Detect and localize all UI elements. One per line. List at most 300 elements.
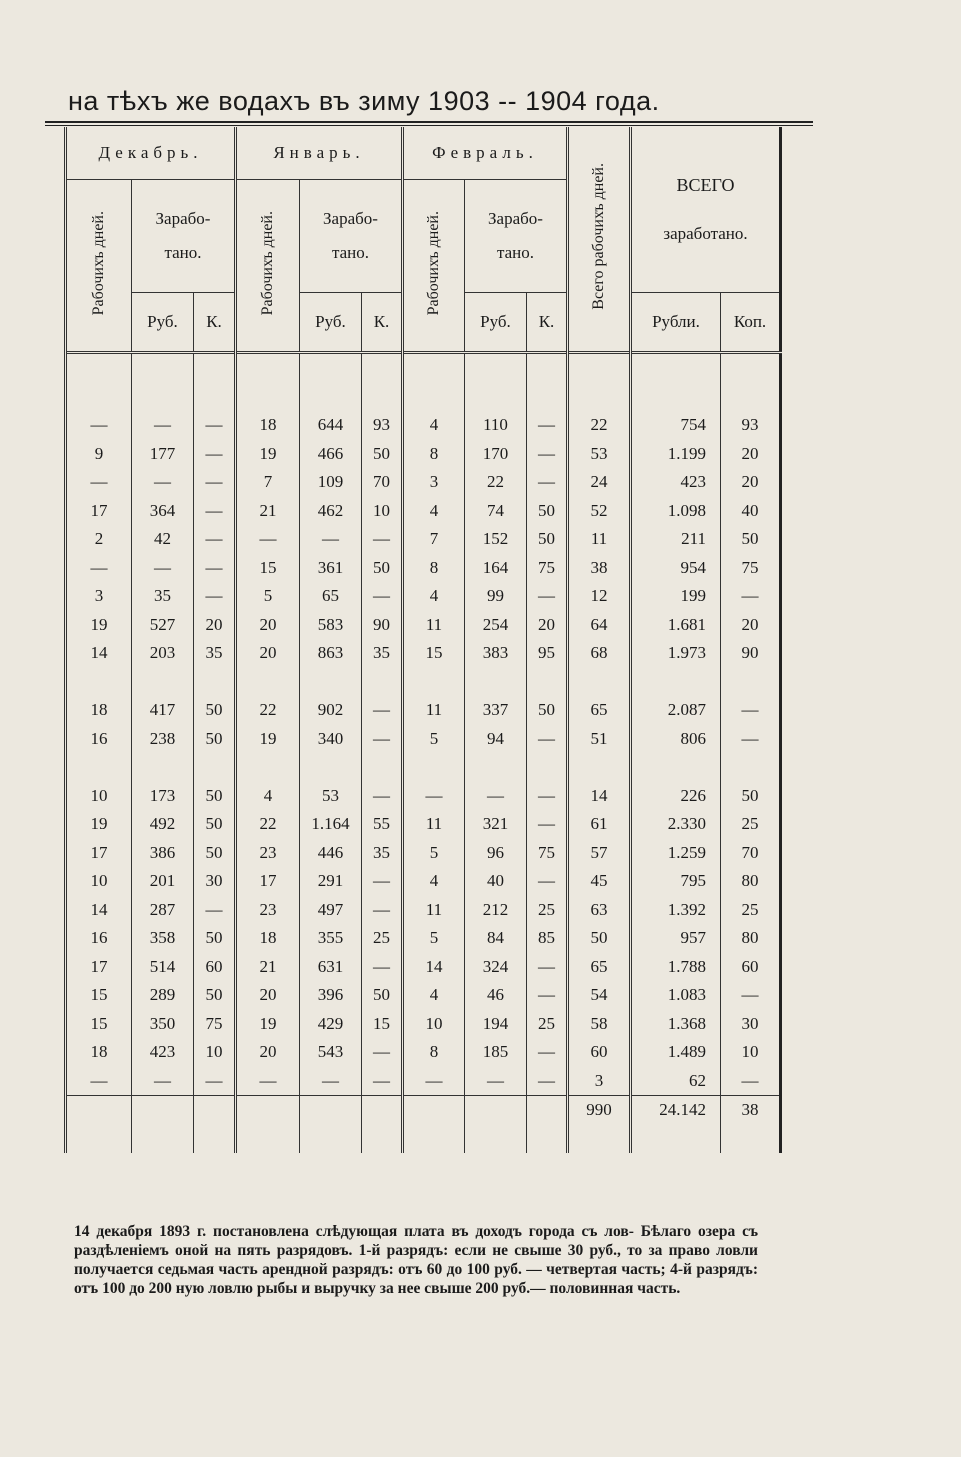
table-cell: 40	[465, 867, 527, 896]
table-cell: 1.973	[631, 639, 721, 668]
table-cell: 22	[236, 810, 300, 839]
table-cell: —	[362, 582, 403, 611]
table-cell: 201	[132, 867, 194, 896]
table-cell: 152	[465, 525, 527, 554]
table-row	[66, 896, 781, 925]
table-cell: 1.368	[631, 1010, 721, 1039]
table-cell: —	[721, 725, 781, 754]
table-row	[66, 639, 781, 668]
table-cell: 68	[568, 639, 631, 668]
table-cell: 64	[568, 611, 631, 640]
table-cell: —	[194, 411, 236, 440]
table-cell: —	[362, 782, 403, 811]
table-cell: 60	[721, 953, 781, 982]
table-cell: 35	[194, 639, 236, 668]
table-cell: 863	[300, 639, 362, 668]
table-cell: 5	[403, 839, 465, 868]
table-cell: —	[465, 782, 527, 811]
header-total-title: ВСЕГО	[676, 175, 735, 195]
table-cell: 17	[66, 839, 132, 868]
table-cell: 396	[300, 981, 362, 1010]
table-cell: 355	[300, 924, 362, 953]
table-row	[66, 867, 781, 896]
table-cell: 21	[236, 497, 300, 526]
table-cell: 1.788	[631, 953, 721, 982]
header-dec-rub: Руб.	[132, 293, 194, 353]
header-jan-kop: К.	[362, 293, 403, 353]
table-cell: 80	[721, 924, 781, 953]
table-cell: 35	[132, 582, 194, 611]
table-cell: 65	[300, 582, 362, 611]
table-cell: 50	[194, 981, 236, 1010]
table-cell: 17	[66, 497, 132, 526]
table-cell: —	[194, 525, 236, 554]
table-cell: 199	[631, 582, 721, 611]
table-row	[66, 411, 781, 440]
table-cell: 10	[194, 1038, 236, 1067]
table-cell: 350	[132, 1010, 194, 1039]
header-jan-rub: Руб.	[300, 293, 362, 353]
table-cell: 50	[194, 696, 236, 725]
header-total	[631, 127, 781, 293]
table-row	[66, 810, 781, 839]
table-cell: 20	[721, 611, 781, 640]
table-row	[66, 582, 781, 611]
table-cell: 957	[631, 924, 721, 953]
top-rule-thin	[45, 125, 813, 126]
table-cell: 11	[403, 810, 465, 839]
table-cell: 50	[362, 554, 403, 583]
table-cell: 50	[527, 497, 568, 526]
table-cell: 287	[132, 896, 194, 925]
table-cell: 754	[631, 411, 721, 440]
table-cell: 61	[568, 810, 631, 839]
top-rule	[45, 121, 813, 123]
table-cell: 1.489	[631, 1038, 721, 1067]
table-cell: —	[362, 525, 403, 554]
table-cell: 10	[66, 867, 132, 896]
table-cell: 902	[300, 696, 362, 725]
table-cell: 20	[721, 468, 781, 497]
table-row	[66, 1010, 781, 1039]
table-cell: 1.392	[631, 896, 721, 925]
table-cell: 54	[568, 981, 631, 1010]
table-row	[66, 725, 781, 754]
header-total-sub: заработано.	[663, 224, 748, 243]
table-cell: —	[527, 1067, 568, 1096]
spacer-row	[66, 383, 781, 412]
header-feb-earned: Зарабо- тано.	[465, 180, 568, 293]
table-cell: 14	[568, 782, 631, 811]
table-cell: —	[721, 1067, 781, 1096]
table-row	[66, 839, 781, 868]
table-cell: 18	[66, 696, 132, 725]
table-cell: 53	[300, 782, 362, 811]
table-cell: 20	[236, 1038, 300, 1067]
table-cell: 4	[403, 867, 465, 896]
table-cell: —	[300, 525, 362, 554]
table-cell: 109	[300, 468, 362, 497]
table-cell: 10	[362, 497, 403, 526]
table-cell: 30	[721, 1010, 781, 1039]
table-cell: 50	[194, 782, 236, 811]
table-cell: 429	[300, 1010, 362, 1039]
table-cell: —	[721, 696, 781, 725]
table-row	[66, 611, 781, 640]
table-cell: 211	[631, 525, 721, 554]
table-cell: —	[527, 582, 568, 611]
table-cell: 527	[132, 611, 194, 640]
table-cell: 14	[66, 896, 132, 925]
table-cell: 20	[194, 611, 236, 640]
table-cell: —	[194, 440, 236, 469]
header-february: Февраль.	[403, 127, 568, 180]
table-cell: 5	[236, 582, 300, 611]
table-cell: 16	[66, 725, 132, 754]
table-cell: 25	[527, 896, 568, 925]
table-cell: 75	[527, 839, 568, 868]
table-cell: 20	[236, 981, 300, 1010]
table-cell: 3	[568, 1067, 631, 1096]
gap-row	[66, 753, 781, 782]
table-cell: 173	[132, 782, 194, 811]
table-cell: 795	[631, 867, 721, 896]
table-cell: 4	[403, 981, 465, 1010]
table-cell: 497	[300, 896, 362, 925]
table-cell: 12	[568, 582, 631, 611]
table-cell: —	[362, 896, 403, 925]
table-cell: 11	[403, 896, 465, 925]
table-cell: 19	[236, 440, 300, 469]
table-cell: 3	[403, 468, 465, 497]
table-cell: 46	[465, 981, 527, 1010]
total-cell: 990	[568, 1096, 631, 1125]
table-cell: —	[300, 1067, 362, 1096]
table-cell: 20	[236, 611, 300, 640]
page-title: на тѣхъ же водахъ въ зиму 1903 -- 1904 года.	[68, 86, 660, 116]
table-cell: 8	[403, 440, 465, 469]
table-cell: 543	[300, 1038, 362, 1067]
table-cell: 254	[465, 611, 527, 640]
table-cell: 50	[568, 924, 631, 953]
header-total-rub: Рубли.	[631, 293, 721, 353]
table-cell: 1.164	[300, 810, 362, 839]
table-cell: 2	[66, 525, 132, 554]
table-cell: 24	[568, 468, 631, 497]
table-cell: 446	[300, 839, 362, 868]
table-cell: 358	[132, 924, 194, 953]
table-cell: 50	[194, 725, 236, 754]
table-cell: 25	[362, 924, 403, 953]
table-cell: 1.199	[631, 440, 721, 469]
table-row	[66, 981, 781, 1010]
header-dec-kop: К.	[194, 293, 236, 353]
table-cell: 23	[236, 896, 300, 925]
table-cell: 62	[631, 1067, 721, 1096]
table-cell: 55	[362, 810, 403, 839]
table-cell: 194	[465, 1010, 527, 1039]
table-cell: 2.087	[631, 696, 721, 725]
table-cell: 164	[465, 554, 527, 583]
table-cell: —	[403, 1067, 465, 1096]
table-cell: 110	[465, 411, 527, 440]
header-december: Декабрь.	[66, 127, 236, 180]
table-cell: 583	[300, 611, 362, 640]
table-cell: 19	[236, 725, 300, 754]
table-cell: 50	[527, 525, 568, 554]
table-cell: 340	[300, 725, 362, 754]
table-cell: 35	[362, 639, 403, 668]
header-feb-kop: К.	[527, 293, 568, 353]
table-cell: 21	[236, 953, 300, 982]
table-cell: 95	[527, 639, 568, 668]
table-cell: 466	[300, 440, 362, 469]
table-cell: 226	[631, 782, 721, 811]
table-cell: 238	[132, 725, 194, 754]
table-cell: 65	[568, 953, 631, 982]
table-cell: 30	[194, 867, 236, 896]
table-cell: —	[721, 582, 781, 611]
table-cell: 492	[132, 810, 194, 839]
header-jan-days: Рабочихъ дней.	[236, 180, 300, 353]
table-cell: —	[66, 1067, 132, 1096]
header-total-kop: Коп.	[721, 293, 781, 353]
table-cell: 291	[300, 867, 362, 896]
table-cell: 18	[236, 411, 300, 440]
table-cell: 7	[236, 468, 300, 497]
table-cell: —	[403, 782, 465, 811]
table-cell: —	[66, 554, 132, 583]
table-cell: 337	[465, 696, 527, 725]
table-cell: 10	[66, 782, 132, 811]
table-cell: 2.330	[631, 810, 721, 839]
table-cell: 806	[631, 725, 721, 754]
table-cell: —	[527, 725, 568, 754]
table-cell: 50	[527, 696, 568, 725]
table-cell: 35	[362, 839, 403, 868]
table-cell: —	[362, 953, 403, 982]
table-cell: 14	[403, 953, 465, 982]
table-cell: 42	[132, 525, 194, 554]
table-row	[66, 953, 781, 982]
table-cell: 60	[568, 1038, 631, 1067]
table-cell: 63	[568, 896, 631, 925]
table-cell: 40	[721, 497, 781, 526]
table-cell: 50	[194, 924, 236, 953]
table-cell: 57	[568, 839, 631, 868]
table-cell: 38	[568, 554, 631, 583]
table-cell: —	[527, 981, 568, 1010]
table-cell: 45	[568, 867, 631, 896]
table-cell: 70	[362, 468, 403, 497]
table-cell: 289	[132, 981, 194, 1010]
table-row	[66, 525, 781, 554]
total-cell: 24.142	[631, 1096, 721, 1125]
table-cell: 7	[403, 525, 465, 554]
table-cell: 50	[721, 525, 781, 554]
header-feb-days: Рабочихъ дней.	[403, 180, 465, 353]
table-cell: 1.098	[631, 497, 721, 526]
table-cell: 15	[66, 1010, 132, 1039]
table-cell: 364	[132, 497, 194, 526]
table-cell: —	[132, 411, 194, 440]
table-cell: 11	[403, 611, 465, 640]
table-cell: 4	[403, 582, 465, 611]
table-cell: 423	[631, 468, 721, 497]
table-cell: 631	[300, 953, 362, 982]
table-cell: —	[66, 411, 132, 440]
table-cell: 15	[236, 554, 300, 583]
table-cell: —	[527, 411, 568, 440]
table-cell: 50	[194, 839, 236, 868]
table-row	[66, 440, 781, 469]
header-dec-earned: Зарабо- тано.	[132, 180, 236, 293]
header-feb-rub: Руб.	[465, 293, 527, 353]
table-cell: —	[194, 468, 236, 497]
table-cell: 4	[403, 411, 465, 440]
table-cell: 90	[721, 639, 781, 668]
table-cell: 4	[403, 497, 465, 526]
table-cell: —	[132, 554, 194, 583]
header-total-days: Всего рабочихъ дней.	[568, 127, 631, 353]
table-cell: 4	[236, 782, 300, 811]
table-cell: —	[527, 440, 568, 469]
table-cell: 96	[465, 839, 527, 868]
table-cell: —	[527, 953, 568, 982]
table-cell: 383	[465, 639, 527, 668]
table-cell: 17	[236, 867, 300, 896]
table-cell: 51	[568, 725, 631, 754]
table-cell: 50	[721, 782, 781, 811]
table-row	[66, 782, 781, 811]
totals-row	[66, 1096, 781, 1125]
table-cell: 177	[132, 440, 194, 469]
table-cell: 58	[568, 1010, 631, 1039]
table-cell: 5	[403, 924, 465, 953]
table-row	[66, 1067, 781, 1096]
table-cell: 1.259	[631, 839, 721, 868]
table-cell: 1.083	[631, 981, 721, 1010]
table-cell: —	[194, 497, 236, 526]
table-cell: 17	[66, 953, 132, 982]
table-cell: —	[132, 468, 194, 497]
table-cell: 321	[465, 810, 527, 839]
header-january: Январь.	[236, 127, 403, 180]
footnote: 14 декабря 1893 г. постановлена слѣдующая плата въ доходъ города съ лов- Бѣлаго озера съ раздѣленіемъ оной на пять разрядовъ. 1-й разрядъ: если не свыше 30 руб., то за право ловли получается седьмая часть арендной разрядъ: отъ 60 до 100 руб. — четвертая часть; 4-й разрядъ: отъ 100 до 200 ную ловлю рыбы и выручку за нее свыше 200 руб.— половинная часть.	[74, 1223, 758, 1297]
tail-row	[66, 1125, 781, 1154]
table-cell: 75	[721, 554, 781, 583]
table-cell: 75	[194, 1010, 236, 1039]
table-cell: 11	[403, 696, 465, 725]
table-cell: 15	[66, 981, 132, 1010]
table-cell: 20	[527, 611, 568, 640]
table-cell: 11	[568, 525, 631, 554]
table-cell: —	[236, 1067, 300, 1096]
earnings-table	[64, 127, 782, 1153]
table-cell: 203	[132, 639, 194, 668]
table-cell: 99	[465, 582, 527, 611]
table-cell: 50	[194, 810, 236, 839]
table-cell: 90	[362, 611, 403, 640]
table-cell: 20	[236, 639, 300, 668]
table-cell: 22	[465, 468, 527, 497]
table-cell: 10	[403, 1010, 465, 1039]
table-cell: 52	[568, 497, 631, 526]
table-cell: 10	[721, 1038, 781, 1067]
table-cell: 19	[236, 1010, 300, 1039]
header-jan-earned: Зарабо- тано.	[300, 180, 403, 293]
table-cell: 50	[362, 440, 403, 469]
table-cell: 462	[300, 497, 362, 526]
table-cell: 74	[465, 497, 527, 526]
table-cell: —	[527, 867, 568, 896]
table-cell: 18	[66, 1038, 132, 1067]
table-cell: 185	[465, 1038, 527, 1067]
table-cell: 60	[194, 953, 236, 982]
header-separator	[66, 353, 781, 383]
table-cell: 80	[721, 867, 781, 896]
table-cell: 94	[465, 725, 527, 754]
table-cell: 324	[465, 953, 527, 982]
table-cell: —	[194, 896, 236, 925]
table-cell: 3	[66, 582, 132, 611]
table-row	[66, 924, 781, 953]
table-cell: 18	[236, 924, 300, 953]
table-cell: —	[527, 810, 568, 839]
table-cell: 954	[631, 554, 721, 583]
table-cell: 5	[403, 725, 465, 754]
table-cell: —	[194, 554, 236, 583]
table-cell: 19	[66, 810, 132, 839]
table-cell: 8	[403, 554, 465, 583]
table-row	[66, 468, 781, 497]
table-cell: 644	[300, 411, 362, 440]
table-cell: —	[362, 1038, 403, 1067]
table-row	[66, 497, 781, 526]
table-cell: 212	[465, 896, 527, 925]
table-cell: —	[362, 1067, 403, 1096]
table-cell: —	[527, 468, 568, 497]
table-cell: 22	[236, 696, 300, 725]
table-cell: 14	[66, 639, 132, 668]
table-cell: 417	[132, 696, 194, 725]
table-cell: 93	[362, 411, 403, 440]
table-cell: —	[194, 1067, 236, 1096]
table-cell: 23	[236, 839, 300, 868]
table-cell: —	[362, 725, 403, 754]
table-row	[66, 554, 781, 583]
table-cell: 85	[527, 924, 568, 953]
table-cell: —	[465, 1067, 527, 1096]
table-cell: 25	[721, 810, 781, 839]
table-cell: 53	[568, 440, 631, 469]
table-cell: 22	[568, 411, 631, 440]
table-row	[66, 1038, 781, 1067]
table-cell: 20	[721, 440, 781, 469]
table-cell: 25	[527, 1010, 568, 1039]
table-cell: —	[66, 468, 132, 497]
table-cell: 19	[66, 611, 132, 640]
table-cell: 70	[721, 839, 781, 868]
table-cell: 65	[568, 696, 631, 725]
total-cell: 38	[721, 1096, 781, 1125]
table-cell: 15	[403, 639, 465, 668]
table-cell: 50	[362, 981, 403, 1010]
table-cell: —	[527, 782, 568, 811]
table-row	[66, 696, 781, 725]
table-cell: 361	[300, 554, 362, 583]
table-cell: 514	[132, 953, 194, 982]
